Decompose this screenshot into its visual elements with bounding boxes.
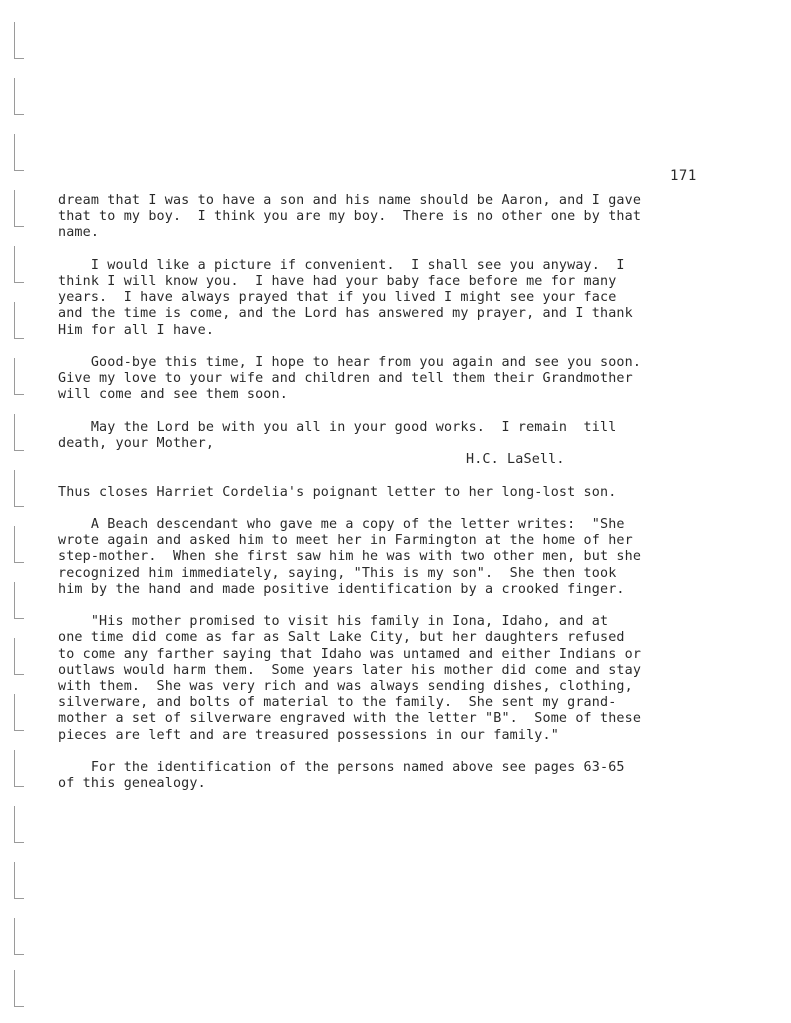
text-line: "His mother promised to visit his family in Iona, Idaho, and at [58, 614, 609, 630]
binder-mark [14, 358, 24, 395]
paragraph [58, 760, 738, 792]
binder-mark [14, 638, 24, 675]
text-line: death, your Mother, [58, 436, 215, 451]
binder-mark [14, 750, 24, 787]
text-line: pieces are left and are treasured possessions in our family." [58, 727, 559, 743]
text-line: one time did come as far as Salt Lake City, but her daughters refused [58, 630, 625, 646]
binder-mark [14, 862, 24, 899]
binder-mark [14, 526, 24, 563]
binder-mark [14, 470, 24, 507]
text-line: Give my love to your wife and children and tell them their Grandmother [58, 371, 633, 387]
text-line: A Beach descendant who gave me a copy of the letter writes: "She [58, 516, 625, 532]
text-line: and the time is come, and the Lord has answered my prayer, and I thank [58, 306, 633, 322]
binder-mark [14, 582, 24, 619]
paragraph [58, 614, 738, 744]
text-line: him by the hand and made positive identification by a crooked finger. [58, 581, 625, 597]
text-line: Him for all I have. [58, 322, 215, 338]
text-line: will come and see them soon. [58, 387, 288, 403]
binder-mark [14, 970, 24, 1007]
text-line: with them. She was very rich and was always sending dishes, clothing, [58, 679, 633, 694]
text-line: mother a set of silverware engraved with the letter "B". Some of these [58, 711, 642, 727]
text-line: wrote again and asked him to meet her in Farmington at the home of her [58, 533, 633, 549]
text-line: outlaws would harm them. Some years later his mother did come and stay [58, 662, 642, 678]
text-line: dream that I was to have a son and his name should be Aaron, and I gave [58, 193, 642, 208]
binder-mark [14, 134, 24, 171]
binder-mark [14, 302, 24, 339]
text-line: that to my boy. I think you are my boy. There is no other one by that [58, 209, 642, 225]
binder-mark [14, 22, 24, 59]
text-line: step-mother. When she first saw him he was with two other men, but she [58, 549, 642, 565]
binder-mark [14, 918, 24, 955]
text-line: years. I have always prayed that if you lived I might see your face [58, 290, 617, 306]
text-line: May the Lord be with you all in your good works. I remain till [58, 419, 617, 435]
text-line: Good-bye this time, I hope to hear from you again and see you soon. [58, 355, 642, 370]
closing-line: Thus closes Harriet Cordelia's poignant letter to her long-lost son. [58, 484, 617, 500]
text-line: to come any farther saying that Idaho was untamed and either Indians or [58, 646, 642, 662]
text-line: think I will know you. I have had your baby face before me for many [58, 274, 617, 289]
text-line: silverware, and bolts of material to the family. She sent my grand- [58, 695, 617, 711]
binder-mark [14, 78, 24, 115]
binder-mark [14, 414, 24, 451]
text-line: of this genealogy. [58, 776, 206, 792]
text-line: name. [58, 225, 100, 241]
text-line: For the identification of the persons named above see pages 63-65 [58, 760, 625, 775]
paragraph [58, 258, 738, 339]
text-line: recognized him immediately, saying, "This is my son". She then took [58, 565, 617, 581]
signature: H.C. LaSell. [466, 452, 565, 468]
page-number: 171 [670, 168, 697, 184]
binder-mark [14, 806, 24, 843]
binder-mark [14, 190, 24, 227]
text-line: I would like a picture if convenient. I shall see you anyway. I [58, 257, 625, 273]
paragraph [58, 517, 738, 598]
binder-mark [14, 246, 24, 283]
body-text [58, 193, 738, 809]
paragraph [58, 355, 738, 404]
paragraph [58, 193, 738, 242]
paragraph [58, 420, 738, 452]
binder-mark [14, 694, 24, 731]
